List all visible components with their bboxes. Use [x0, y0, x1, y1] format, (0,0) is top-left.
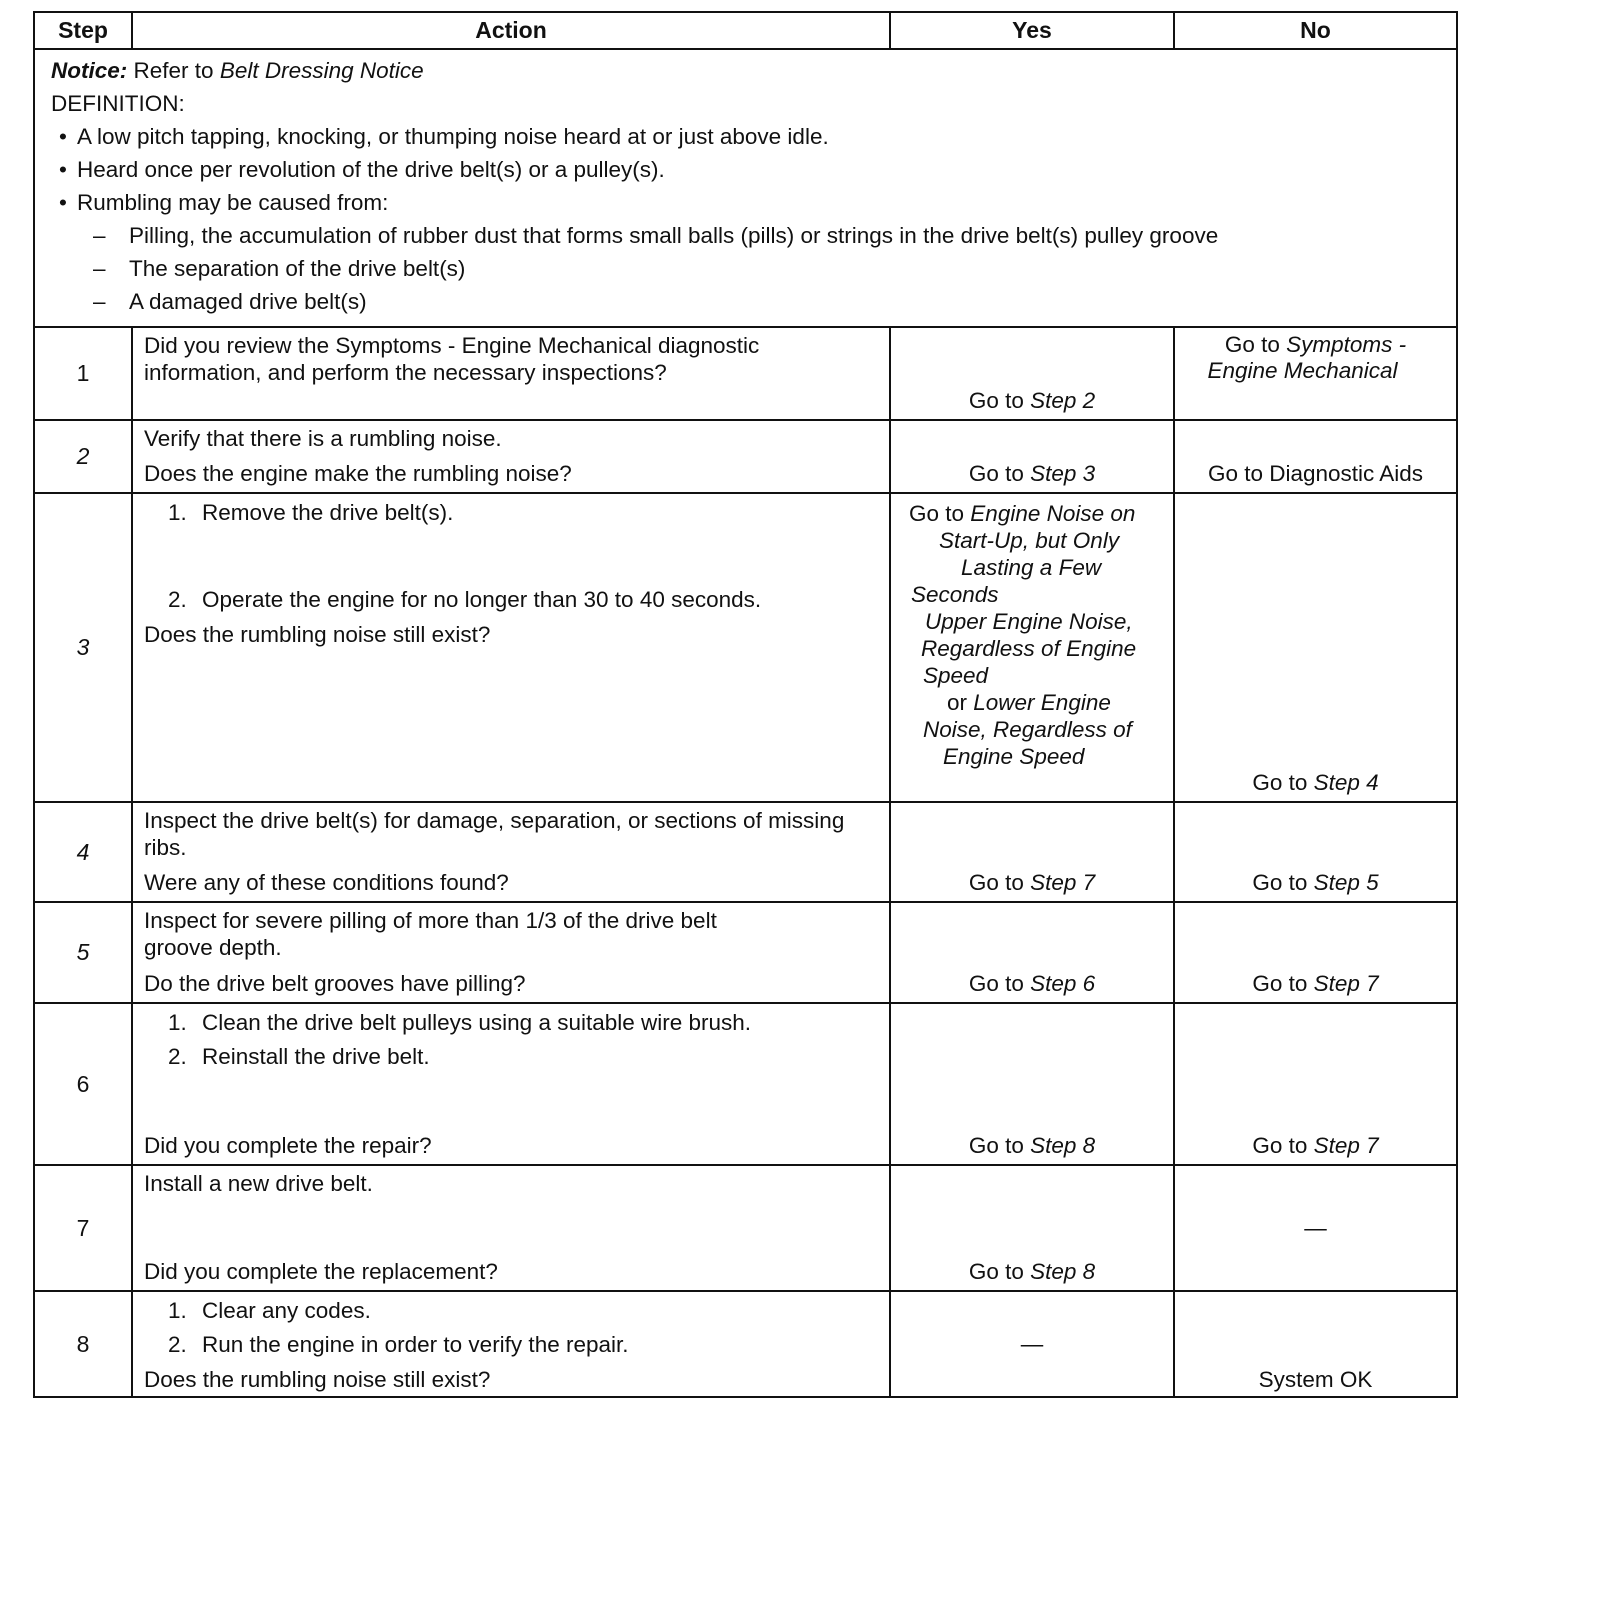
action-item: 1. Clean the drive belt pulleys using a suitable wire brush. [168, 1009, 752, 1035]
action-text: Install a new drive belt. [144, 1171, 373, 1197]
action-question: Did you complete the repair? [144, 1133, 432, 1159]
action-question: Do the drive belt grooves have pilling? [144, 970, 526, 996]
bullet-text: Rumbling may be caused from: [77, 189, 389, 215]
definition-bullet: • Rumbling may be caused from: [59, 189, 389, 215]
yes-cell [890, 327, 1174, 420]
header-yes: Yes [890, 12, 1174, 49]
yes-text [891, 970, 1173, 997]
no-prefix: Go to [1252, 1133, 1314, 1159]
step-number: 7 [34, 1165, 132, 1291]
no-text: — [1304, 1215, 1327, 1241]
yes-ref-block [899, 527, 1169, 770]
no-prefix: Go to [1252, 870, 1314, 896]
notice-cell [34, 49, 1457, 327]
step-number: 2 [34, 420, 132, 493]
no-text [1175, 769, 1456, 796]
yes-cell [890, 1003, 1174, 1165]
item-text: Run the engine in order to verify the repair. [202, 1332, 629, 1358]
item-text: Clean the drive belt pulleys using a suitable wire brush. [202, 1009, 752, 1035]
cause-item: – The separation of the drive belt(s) [93, 255, 466, 281]
definition-bullet: • A low pitch tapping, knocking, or thumping noise heard at or just above idle. [59, 123, 829, 149]
cause-text: A damaged drive belt(s) [129, 288, 367, 314]
yes-prefix: Go to [968, 870, 1031, 896]
yes-text [891, 460, 1173, 487]
yes-prefix: Go to [968, 1259, 1031, 1285]
action-question: Does the engine make the rumbling noise? [144, 461, 572, 487]
yes-text [891, 1132, 1173, 1159]
action-item: 2. Operate the engine for no longer than 30 to 40 seconds. [168, 587, 762, 613]
action-cell [132, 802, 890, 903]
no-prefix: Go to [1224, 331, 1287, 357]
action-question: Does the rumbling noise still exist? [144, 1367, 491, 1392]
action-item: 1. Remove the drive belt(s). [168, 500, 454, 526]
step-row [34, 327, 1457, 420]
step-row [34, 1003, 1457, 1165]
action-cell [132, 1003, 890, 1165]
action-text: Did you review the Symptoms - Engine Mechanical diagnostic information, and perform the necessary inspections? [144, 332, 760, 385]
notice-text: Refer to [127, 57, 220, 83]
notice-label: Notice: [51, 57, 128, 83]
no-ref: Step 7 [1313, 970, 1379, 996]
header-no: No [1174, 12, 1457, 49]
no-cell [1174, 902, 1457, 1003]
yes-text: — [1020, 1331, 1044, 1357]
yes-text [891, 1258, 1173, 1285]
yes-cell [890, 420, 1174, 493]
yes-ref-a-l3: Lasting a Few [961, 555, 1102, 581]
notice-row [34, 49, 1457, 327]
step-row [34, 1165, 1457, 1291]
yes-text [891, 387, 1173, 414]
definition-bullet: • Heard once per revolution of the drive belt(s) or a pulley(s). [59, 156, 665, 182]
bullet-text: Heard once per revolution of the drive belt(s) or a pulley(s). [77, 156, 665, 182]
header-step: Step [34, 12, 132, 49]
step-number: 8 [34, 1291, 132, 1397]
yes-cell [890, 1291, 1174, 1397]
step-number: 1 [34, 327, 132, 420]
action-question: Does the rumbling noise still exist? [144, 622, 491, 648]
yes-cell [890, 493, 1174, 802]
no-text [1175, 1132, 1456, 1159]
notice-ref: Belt Dressing Notice [219, 57, 424, 83]
yes-ref-c-l3: Engine Speed [943, 744, 1085, 770]
no-cell [1174, 1165, 1457, 1291]
yes-cell [890, 902, 1174, 1003]
yes-or-line: or Lower Engine [947, 690, 1111, 716]
action-text: Verify that there is a rumbling noise. [144, 426, 502, 452]
action-cell [132, 420, 890, 493]
no-text [1175, 332, 1456, 384]
step-row [34, 1291, 1457, 1397]
yes-cell [890, 802, 1174, 903]
no-cell [1174, 802, 1457, 903]
notice-line [51, 54, 1440, 87]
step-row [34, 902, 1457, 1003]
yes-or: or [947, 690, 974, 716]
no-ref: Symptoms - [1286, 331, 1407, 357]
no-text [1175, 869, 1456, 896]
step-number: 4 [34, 802, 132, 903]
cause-text: Pilling, the accumulation of rubber dust that forms small balls (pills) or strings in the drive belt(s) pulley groove [129, 222, 1219, 248]
action-text: Inspect for severe pilling of more than 1/3 of the drive belt groove depth. [144, 908, 717, 961]
cause-item: – Pilling, the accumulation of rubber dust that forms small balls (pills) or strings in the drive belt(s) pulley groove [93, 222, 1219, 248]
no-prefix: Go to [1252, 769, 1314, 795]
yes-ref: Step 6 [1030, 970, 1096, 996]
yes-text [891, 869, 1173, 896]
yes-ref-b-l2: Regardless of Engine [921, 636, 1137, 662]
header-row [34, 12, 1457, 49]
step-row [34, 493, 1457, 802]
no-cell [1174, 420, 1457, 493]
bullet-text: A low pitch tapping, knocking, or thumping noise heard at or just above idle. [77, 123, 829, 149]
no-ref: Engine Mechanical [1207, 357, 1398, 383]
yes-prefix: Go to [909, 501, 971, 527]
yes-ref: Step 7 [1030, 870, 1096, 896]
yes-ref-a-l4: Seconds [911, 582, 999, 608]
no-prefix: Go to [1252, 970, 1314, 996]
item-text: Reinstall the drive belt. [202, 1043, 430, 1069]
step-row [34, 802, 1457, 903]
action-question: Were any of these conditions found? [144, 870, 509, 896]
item-text: Clear any codes. [202, 1298, 371, 1324]
no-cell [1174, 327, 1457, 420]
yes-prefix: Go to [968, 388, 1031, 414]
definition-title: DEFINITION: [51, 90, 185, 116]
action-text: Inspect the drive belt(s) for damage, separation, or sections of missing ribs. [144, 807, 845, 860]
no-cell [1174, 1003, 1457, 1165]
no-text [1175, 970, 1456, 997]
no-ref: Step 5 [1313, 870, 1379, 896]
action-question: Did you complete the replacement? [144, 1259, 498, 1285]
yes-prefix: Go to [968, 1133, 1031, 1159]
action-item: 1. Clear any codes. [168, 1298, 371, 1324]
no-ref: Step 4 [1313, 769, 1379, 795]
no-text: System OK [1258, 1367, 1373, 1392]
yes-prefix: Go to [968, 461, 1031, 487]
yes-ref: Step 2 [1030, 388, 1096, 414]
step-number: 3 [34, 493, 132, 802]
yes-prefix: Go to [968, 970, 1031, 996]
action-cell [132, 327, 890, 420]
yes-text [909, 500, 1169, 527]
action-cell [132, 493, 890, 802]
header-action: Action [132, 12, 890, 49]
yes-ref-a: Engine Noise on [970, 501, 1136, 527]
diagnostic-table [33, 11, 1458, 1398]
cause-text: The separation of the drive belt(s) [129, 255, 466, 281]
yes-ref-b-l3: Speed [923, 663, 989, 689]
no-ref: Step 7 [1313, 1133, 1379, 1159]
cause-item: – A damaged drive belt(s) [93, 288, 367, 314]
action-item: 2. Run the engine in order to verify the repair. [168, 1332, 629, 1358]
item-text: Remove the drive belt(s). [202, 500, 454, 526]
action-cell [132, 1291, 890, 1397]
item-text: Operate the engine for no longer than 30 to 40 seconds. [202, 587, 762, 613]
step-number: 6 [34, 1003, 132, 1165]
yes-ref-b-l1: Upper Engine Noise, [925, 609, 1133, 635]
yes-cell [890, 1165, 1174, 1291]
no-cell [1174, 1291, 1457, 1397]
step-number: 5 [34, 902, 132, 1003]
action-cell [132, 902, 890, 1003]
yes-ref: Step 3 [1030, 461, 1096, 487]
yes-ref-a-l2: Start-Up, but Only [939, 528, 1120, 554]
yes-ref: Step 8 [1030, 1133, 1096, 1159]
step-row [34, 420, 1457, 493]
action-cell [132, 1165, 890, 1291]
no-text: Go to Diagnostic Aids [1207, 461, 1424, 487]
no-cell [1174, 493, 1457, 802]
action-item: 2. Reinstall the drive belt. [168, 1043, 430, 1069]
yes-ref-c-l2: Noise, Regardless of [923, 717, 1132, 743]
yes-ref: Step 8 [1030, 1259, 1096, 1285]
